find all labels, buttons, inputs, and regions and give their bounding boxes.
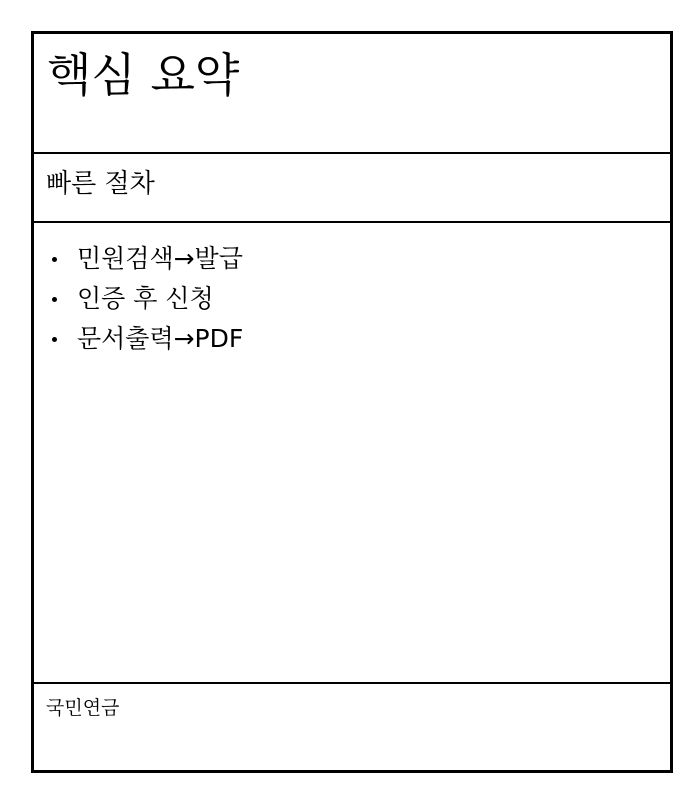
bullet-text: 문서출력→PDF [77,324,244,353]
bullet-text: 인증 후 신청 [77,284,214,313]
bullet-text: 민원검색→발급 [77,244,243,273]
footer-text: 국민연금 [46,697,120,719]
bullet-dot-icon [52,297,57,302]
card-title: 핵심 요약 [47,48,240,102]
bullet-dot-icon [52,257,57,262]
footer-section [34,684,670,770]
bullet-dot-icon [52,337,57,342]
bullet-section [34,223,670,684]
card-subtitle: 빠른 절차 [46,169,155,199]
subtitle-section [34,154,670,223]
summary-card [31,31,673,773]
title-section [34,34,670,154]
